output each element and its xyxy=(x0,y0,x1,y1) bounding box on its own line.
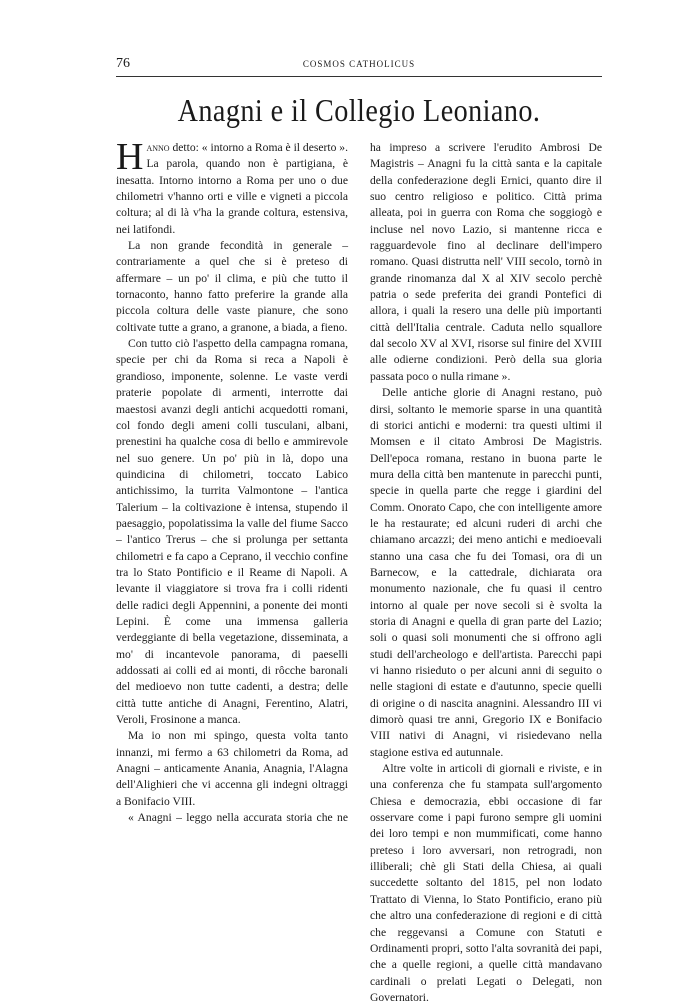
drop-cap: H xyxy=(116,136,144,178)
paragraph-5-continued: ha impreso a scrivere l'erudito Ambrosi De Magistris – Anagni fu la città santa e la capitale della confederazione degli Ernici, quanto dire il suo centro religioso e politico. Città prima alleata, poi in guerra con Roma che soggiogò e incluse nel novo Lazio, si mantenne ricca e ragguardevole fino al declinare dell'impero romano. Quasi distrutta nell' VIII secolo, tornò in grande rinomanza dal X al XIV secolo perchè patria o sede preferita dei grandi Pontefici di allora, i quali la resero una delle più importanti città dell'Italia centrale. Caduta nello squallore dal secolo XV al XVI, risorse sul finire del XVIII alle odierne condizioni. Però della sua gloria passata poco o nulla rimane ». xyxy=(370,141,602,383)
paragraph-1-text: detto: « intorno a Roma è il deserto ». La parola, quando non è partigiana, è inesatta. Intorno intorno a Roma per uno o due chilometri v'hanno orti e ville e vigneti a piccola coltura; al di là v'ha la grande coltura, estensiva, nei latifondi. xyxy=(116,141,348,236)
paragraph-4: Ma io non mi spingo, questa volta tanto innanzi, mi fermo a 63 chilometri da Roma, ad Anagni – anticamente Anania, Anagnia, l'Alagna dell'Alighieri che vi accenna gli indegni oltraggi a Bonifacio VIII. xyxy=(116,729,348,808)
paragraph-7: Altre volte in articoli di giornali e riviste, e in una conferenza che fu stampata sull'argomento Chiesa e democrazia, ebbi occasione di far osservare come i papi furono sempre gli uomini dei loro tempi e non mummificati, come hanno preteso i loro avversari, non retrogradi, non illiberali; chè gli Stati della Chiesa, ai quali succedette soltanto del 1815, pel non lodato Trattato di Vienna, lo Stato Pontificio, erano più che altro una confederazione di regioni e di città che reggevansi a Comune con Statuti e Ordinamenti propri, sotto l'alta sovranità dei papi, che a quelle regioni, a quelle città mandavano cardinali o prelati Legati o Delegati, non Governatori. xyxy=(370,762,602,1004)
running-title: COSMOS CATHOLICUS xyxy=(302,59,416,69)
opening-smallcaps: anno xyxy=(146,141,170,154)
paragraph-3: Con tutto ciò l'aspetto della campagna romana, specie per chi da Roma si reca a Napoli è grandioso, imponente, solenne. Le vaste verdi praterie popolate di armenti, interrotte dai maestosi avanzi degli antichi acquedotti romani, col fondo degli ameni colli tusculani, albani, prenestini ha qualche cosa di bello e ammirevole nel suo genere. Un po' più in là, dopo una quindicina di chilometri, toccato Labico antichissimo, la turrita Valmontone – l'antica Talerium – la coltivazione è intensa, stupendo il paesaggio, popolatissima la valle del fiume Sacco – l'antico Trerus – che si prolunga per settanta chilometri e fa capo a Ceprano, il vecchio confine tra lo Stato Pontificio e il Reame di Napoli. A levante il viaggiatore si trova fra i colli ridenti delle radici degli Appennini, a ponente dei monti Lepini. È come una immensa galleria verdeggiante di bella vegetazione, disseminata, a mo' di incantevole panorama, di paeselli addossati ai colli ed ai monti, di rôcche baronali del medioevo non tutte cadenti, a destra; delle città tutte antiche di Anagni, Ferentino, Alatri, Veroli, Frosinone a manca. xyxy=(116,337,348,727)
column-left xyxy=(116,136,348,826)
paragraph-5: « Anagni – leggo nella accurata storia che ne xyxy=(128,811,348,825)
page-header xyxy=(116,54,602,74)
column-right xyxy=(370,140,602,1006)
header-rule xyxy=(116,76,602,77)
paragraph-1 xyxy=(116,136,348,238)
paragraph-2: La non grande fecondità in generale – contrariamente a quel che si è preteso di affermare – un po' il clima, e più che tutto il tornaconto, hanno fatto preferire la grande alla piccola coltura delle vaste pianure, che sono coltivate tutte a grano, a granone, a biada, a fieno. xyxy=(116,239,348,334)
article-title: Anagni e il Collegio Leoniano. xyxy=(177,92,541,128)
page-number: 76 xyxy=(116,56,130,71)
paragraph-6: Delle antiche glorie di Anagni restano, può dirsi, soltanto le memorie sparse in una quantità di storici antichi e moderni: tra questi ultimi il Momsen e il citato Ambrosi De Magistris. Dell'epoca romana, restano in buona parte le mura della città ben mantenute in parecchi punti, specie in quella parte che regge i giardini del Comm. Onorato Capo, che con intelligente amore le ha restaurate; ed alcuni ruderi di archi che chiamano arcazzi; dei meno antichi e medioevali stanno una casa che fu dei Tomasi, ora di un Barnecow, e la cattedrale, dichiarata ora monumento nazionale, che fu quasi il centro intorno al quale per nove secoli si è svolta la storia di Anagni e quella di gran parte del Lazio; soli o quasi soli monumenti che si offrono agli studi dell'archeologo e dell'artista. Parecchi papi vi hanno risieduto o per alcuni anni di seguito o nelle stagioni di estate e d'autunno, specie quelli di origine o di nascita anagnini. Alessandro III vi dimorò quasi tre anni, Gregorio IX e Bonifacio VIII nativi di Anagni, vi risiedevano nella stagione estiva ed autunnale. xyxy=(370,386,602,759)
